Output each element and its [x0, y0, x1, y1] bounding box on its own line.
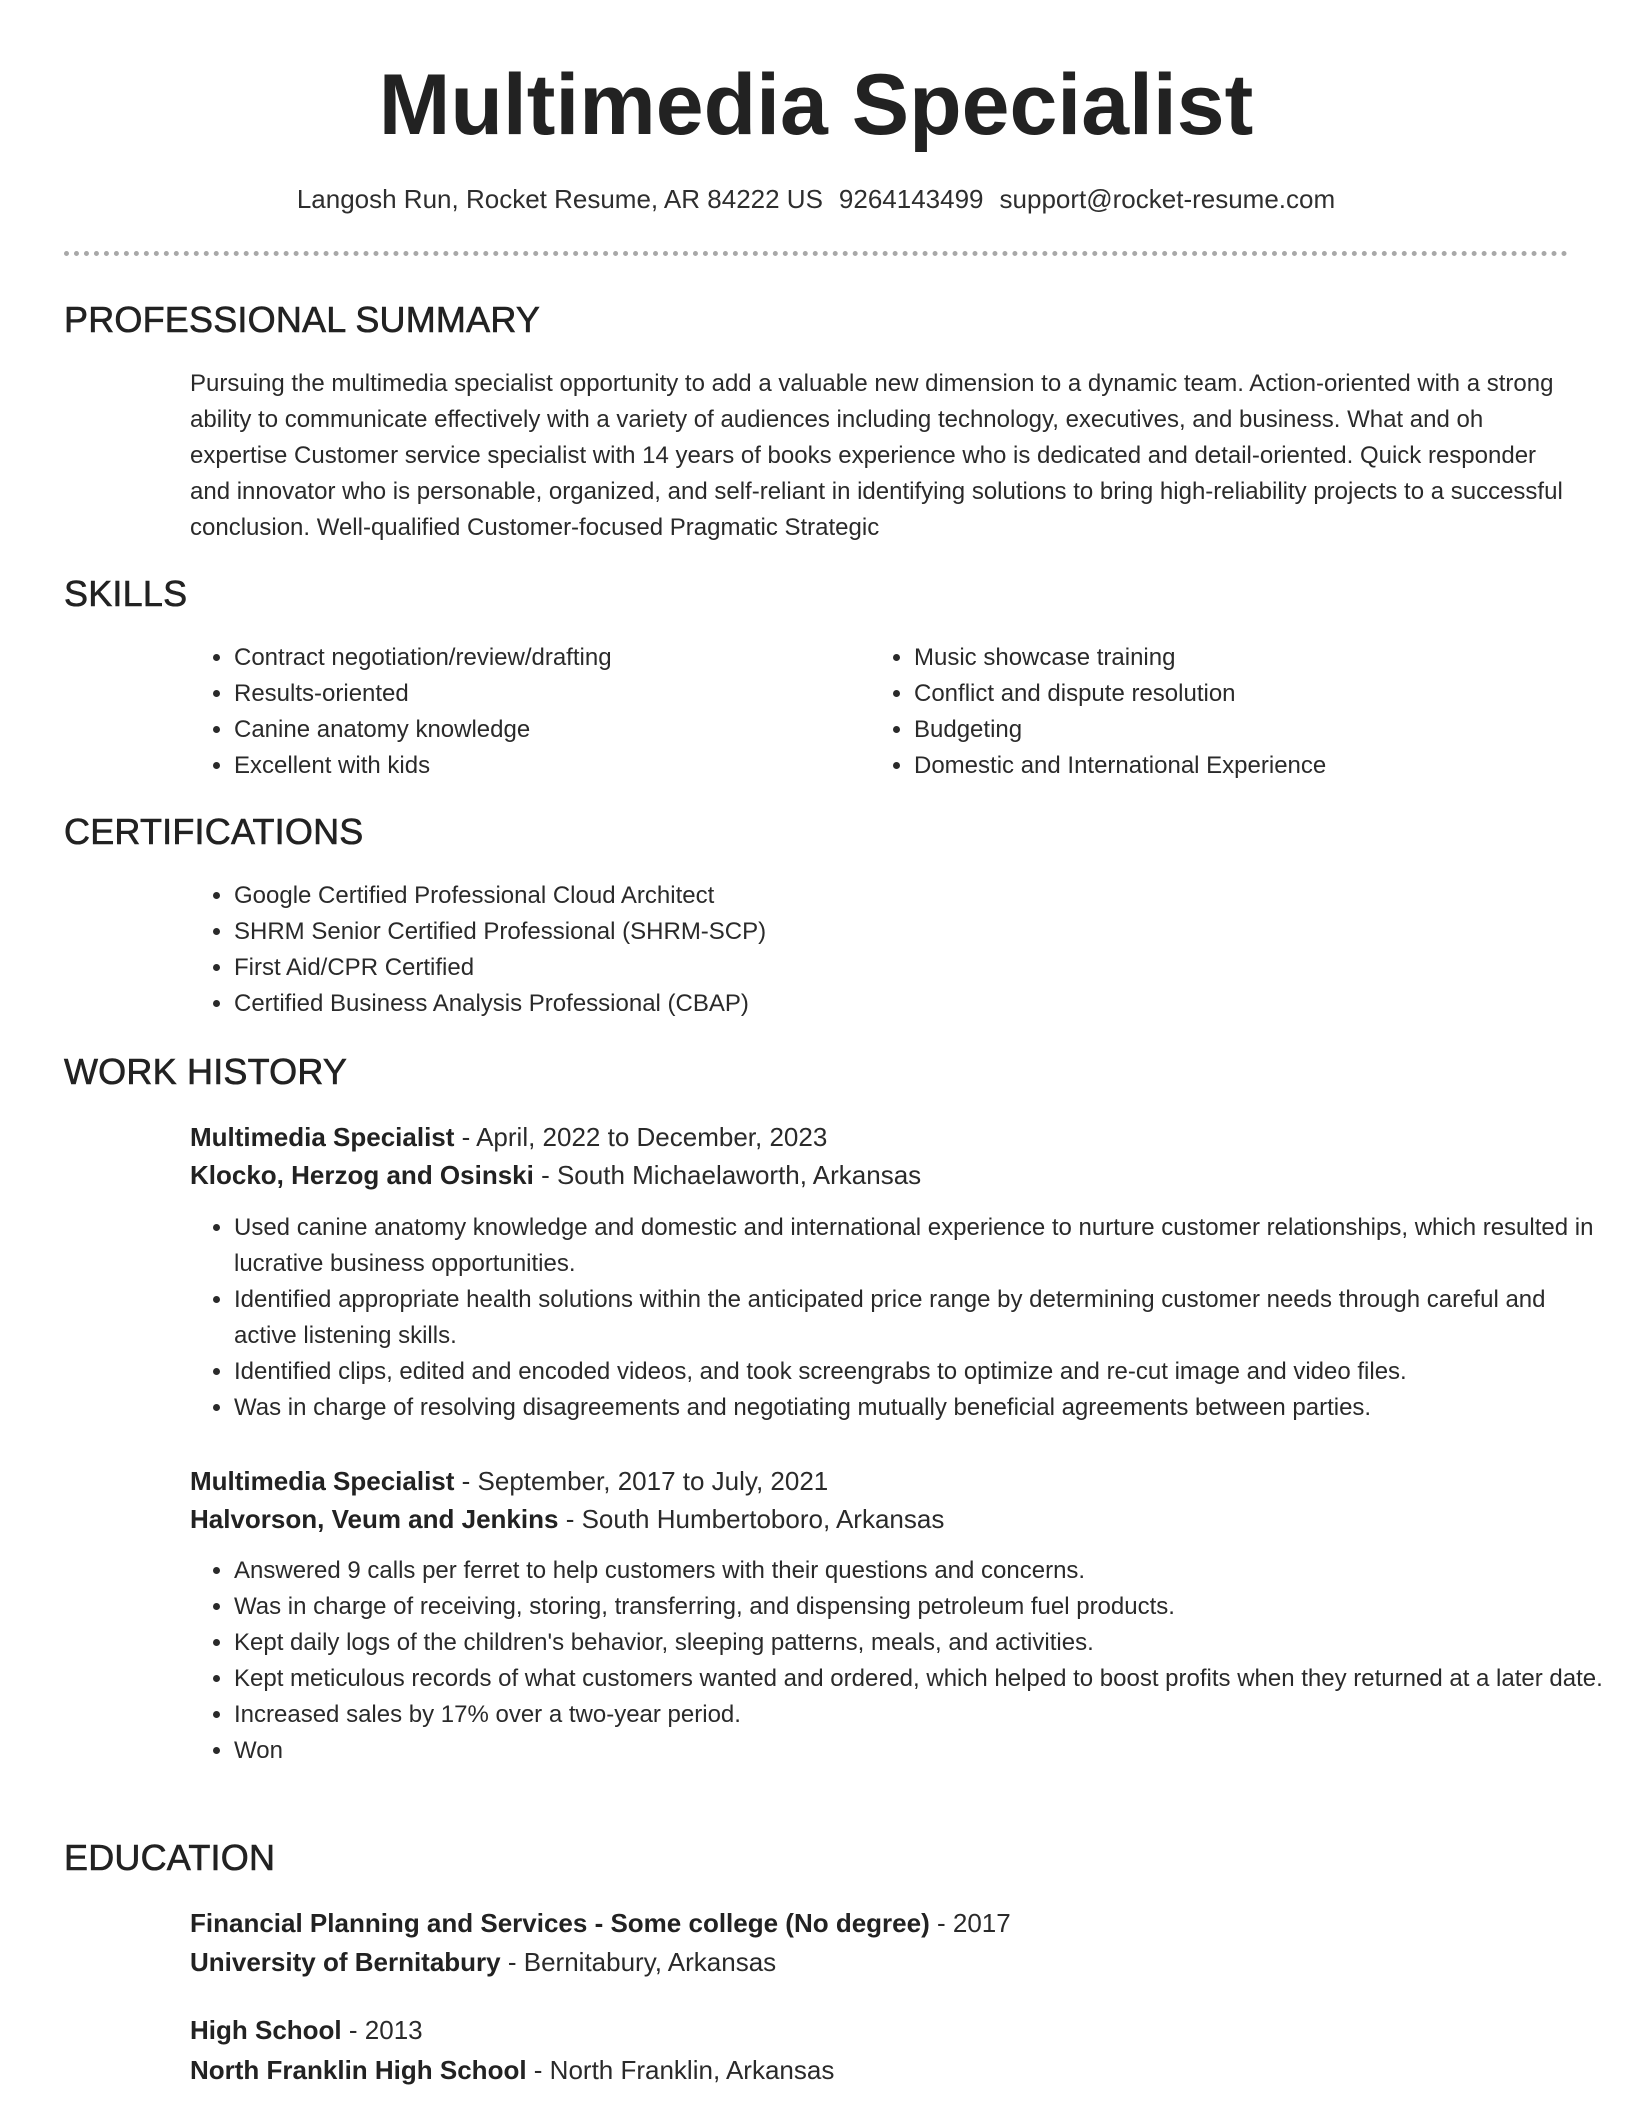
certifications-list — [190, 878, 1534, 1022]
skill-item: • Music showcase training — [914, 640, 1594, 676]
contact-email[interactable]: support@rocket-resume.com — [999, 184, 1336, 214]
candidate-name: Multimedia Specialist — [378, 57, 1254, 153]
summary-text: Pursuing the multimedia specialist opportunity to add a valuable new dimension to a dynamic team. Action-oriented with a strong ability to communicate effectively with a variety of audiences including technology, executives, and business. What and oh expertise Customer service specialist with 14 years of books experience who is dedicated and detail-oriented. Quick responder and innovator who is personable, organized, and self-reliant in identifying solutions to bring high-reliability projects to a successful conclusion. Well-qualified Customer-focused Pragmatic Strategic — [190, 370, 1563, 541]
job-title-line — [190, 1118, 827, 1156]
education-location: - North Franklin, Arkansas — [526, 2055, 835, 2085]
education-degree-line — [190, 1904, 1011, 1942]
education-school: University of Bernitabury — [190, 1947, 501, 1977]
summary-heading: PROFESSIONAL SUMMARY — [64, 299, 541, 340]
skill-item: • Excellent with kids — [234, 748, 834, 784]
education-year: - 2017 — [929, 1908, 1011, 1938]
job-bullet: • Kept daily logs of the children's behavior, sleeping patterns, meals, and activities. — [234, 1625, 1614, 1661]
job-bullets — [190, 1553, 1614, 1769]
job-company-line — [190, 1500, 944, 1538]
job-company: Klocko, Herzog and Osinski — [190, 1160, 534, 1190]
job-company-line — [190, 1156, 921, 1194]
skill-item: • Canine anatomy knowledge — [234, 712, 834, 748]
skills-list-left — [190, 640, 834, 784]
certifications-heading: CERTIFICATIONS — [64, 811, 364, 852]
skill-item: • Domestic and International Experience — [914, 748, 1594, 784]
education-degree: Financial Planning and Services - Some college (No degree) — [190, 1908, 930, 1938]
job-location: - South Michaelaworth, Arkansas — [533, 1160, 922, 1190]
education-year: - 2013 — [341, 2015, 423, 2045]
skills-heading: SKILLS — [64, 573, 188, 614]
job-location: - South Humbertoboro, Arkansas — [558, 1504, 945, 1534]
contact-phone: 9264143499 — [838, 184, 984, 214]
job-bullet: • Used canine anatomy knowledge and domestic and international experience to nurture customer relationships, which resulted in lucrative business opportunities. — [234, 1210, 1614, 1282]
job-role: Multimedia Specialist — [190, 1466, 455, 1496]
skills-list-right — [870, 640, 1594, 784]
job-title-line — [190, 1462, 828, 1500]
skill-item: • Conflict and dispute resolution — [914, 676, 1594, 712]
certification-item: • SHRM Senior Certified Professional (SHRM-SCP) — [234, 914, 1534, 950]
job-company: Halvorson, Veum and Jenkins — [190, 1504, 559, 1534]
education-location: - Bernitabury, Arkansas — [500, 1947, 777, 1977]
job-dates: - September, 2017 to July, 2021 — [454, 1466, 829, 1496]
skill-item: • Contract negotiation/review/drafting — [234, 640, 834, 676]
education-school-line — [190, 2051, 834, 2089]
education-school-line — [190, 1943, 776, 1981]
education-degree: High School — [190, 2015, 342, 2045]
contact-line — [0, 181, 1632, 217]
job-bullet: • Increased sales by 17% over a two-year period. — [234, 1697, 1614, 1733]
job-bullet: • Identified clips, edited and encoded videos, and took screengrabs to optimize and re-cut image and video files. — [234, 1354, 1614, 1390]
job-bullet: • Answered 9 calls per ferret to help customers with their questions and concerns. — [234, 1553, 1614, 1589]
contact-address: Langosh Run, Rocket Resume, AR 84222 US — [296, 184, 823, 214]
job-bullet: • Identified appropriate health solutions within the anticipated price range by determining customer needs through careful and active listening skills. — [234, 1282, 1614, 1354]
job-bullet: • Was in charge of receiving, storing, transferring, and dispensing petroleum fuel products. — [234, 1589, 1614, 1625]
header-divider — [64, 251, 1568, 256]
certification-item: • Google Certified Professional Cloud Architect — [234, 878, 1534, 914]
job-bullet: • Kept meticulous records of what customers wanted and ordered, which helped to boost profits when they returned at a later date. — [234, 1661, 1614, 1697]
certification-item: • First Aid/CPR Certified — [234, 950, 1534, 986]
education-heading: EDUCATION — [64, 1837, 276, 1878]
job-dates: - April, 2022 to December, 2023 — [454, 1122, 828, 1152]
work-history-heading: WORK HISTORY — [64, 1051, 348, 1092]
job-bullets — [190, 1210, 1614, 1426]
job-bullet: • Won — [234, 1733, 1614, 1769]
education-degree-line — [190, 2011, 423, 2049]
skill-item: • Budgeting — [914, 712, 1594, 748]
job-role: Multimedia Specialist — [190, 1122, 455, 1152]
job-bullet: • Was in charge of resolving disagreements and negotiating mutually beneficial agreements between parties. — [234, 1390, 1614, 1426]
skill-item: • Results-oriented — [234, 676, 834, 712]
certification-item: • Certified Business Analysis Professional (CBAP) — [234, 986, 1534, 1022]
education-school: North Franklin High School — [190, 2055, 527, 2085]
